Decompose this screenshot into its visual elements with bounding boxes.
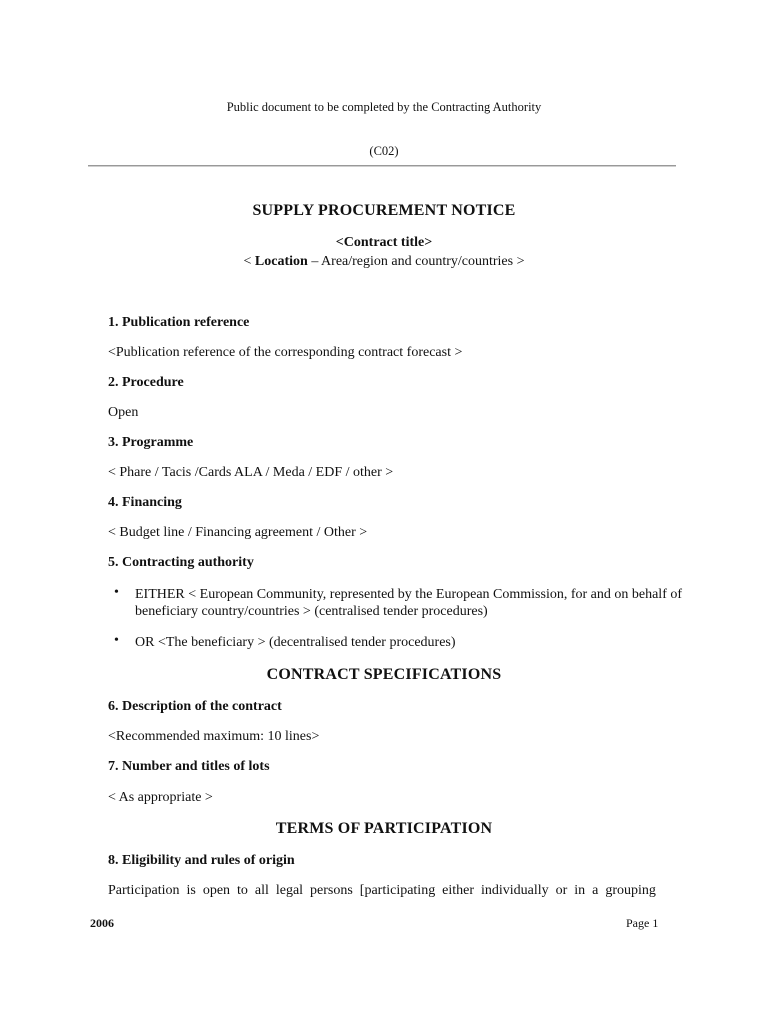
section-text-publication-reference: <Publication reference of the corresponding contract forecast > (108, 345, 463, 360)
word: Participation (108, 883, 180, 898)
contract-specifications-title: CONTRACT SPECIFICATIONS (266, 666, 502, 683)
section-heading-financing: 4. Financing (108, 495, 182, 510)
bullet-marker: • (114, 585, 119, 600)
eligibility-text (108, 883, 656, 899)
footer-year: 2006 (90, 916, 114, 930)
bullet-either-line2: beneficiary country/countries > (centralised tender procedures) (135, 604, 488, 619)
word: in (574, 883, 586, 898)
notice-title: SUPPLY PROCUREMENT NOTICE (252, 202, 516, 219)
contract-title: <Contract title> (335, 235, 433, 250)
word: a (592, 883, 599, 898)
bullet-or-line1: OR <The beneficiary > (decentralised tender procedures) (135, 635, 456, 650)
word: either (442, 883, 475, 898)
section-text-procedure: Open (108, 405, 139, 420)
bullet-either-line1: EITHER < European Community, represented by the European Commission, for and on behalf of (135, 587, 683, 602)
location-rest: – Area/region and country/countries > (307, 254, 525, 269)
bullet-marker: • (114, 633, 119, 648)
header-rule (88, 165, 676, 167)
word: is (186, 883, 196, 898)
word: [participating (359, 883, 436, 898)
footer-page-number: Page 1 (626, 916, 659, 930)
section-text-lots: < As appropriate > (108, 790, 213, 805)
location-line (0, 254, 768, 270)
document-code: (C02) (369, 144, 399, 158)
word: or (555, 883, 568, 898)
word: open (202, 883, 231, 898)
section-text-financing: < Budget line / Financing agreement / Other > (108, 525, 368, 540)
section-heading-lots: 7. Number and titles of lots (108, 759, 270, 774)
section-heading-eligibility: 8. Eligibility and rules of origin (108, 853, 295, 868)
word: all (254, 883, 269, 898)
word: persons (310, 883, 353, 898)
word: legal (275, 883, 304, 898)
section-heading-procedure: 2. Procedure (108, 375, 184, 390)
section-heading-programme: 3. Programme (108, 435, 194, 450)
section-heading-description: 6. Description of the contract (108, 699, 282, 714)
section-text-programme: < Phare / Tacis /Cards ALA / Meda / EDF / other > (108, 465, 394, 480)
section-heading-contracting-authority: 5. Contracting authority (108, 555, 254, 570)
terms-of-participation-title: TERMS OF PARTICIPATION (275, 820, 493, 837)
word: grouping (605, 883, 656, 898)
document-note: Public document to be completed by the Contracting Authority (226, 100, 542, 114)
location-open: < (243, 254, 255, 269)
section-text-description: <Recommended maximum: 10 lines> (108, 729, 320, 744)
word: to (237, 883, 248, 898)
section-heading-publication-reference: 1. Publication reference (108, 315, 250, 330)
location-label: Location (254, 254, 308, 269)
word: individually (481, 883, 549, 898)
